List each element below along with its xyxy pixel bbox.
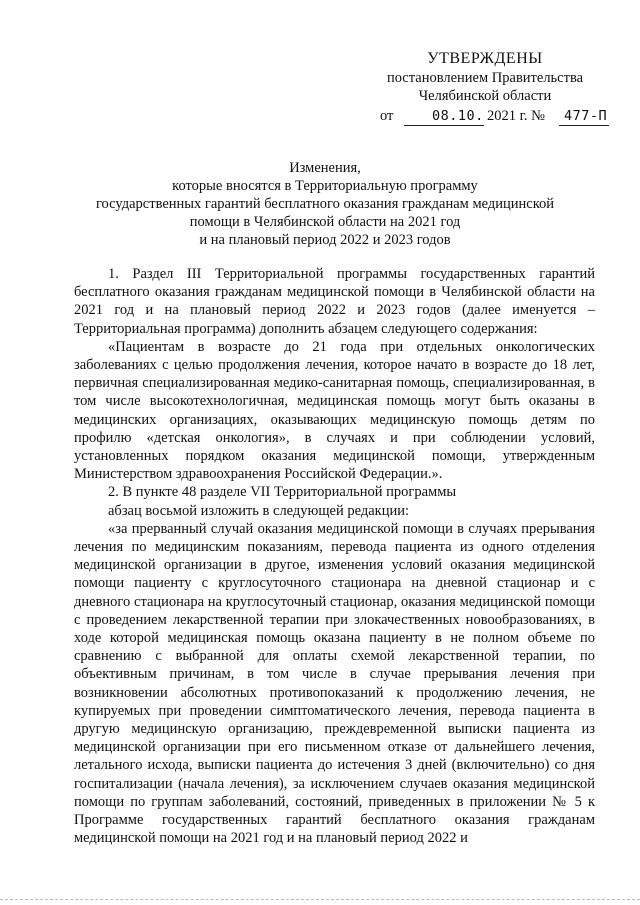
year-and-number-label: 2021 г. №: [487, 108, 546, 124]
approval-block: [360, 50, 610, 128]
approval-line-1: постановлением Правительства: [386, 69, 584, 86]
document-title: [60, 159, 590, 249]
paragraph-instruction: абзац восьмой изложить в следующей редакции:: [108, 502, 410, 519]
title-line: государственных гарантий бесплатного оказания гражданам медицинской: [95, 196, 555, 212]
approval-heading: УТВЕРЖДЕНЫ: [427, 50, 543, 67]
paragraph-section-2: 2. В пункте 48 разделе VII Территориальной программы: [108, 484, 457, 501]
scan-edge-line: [0, 899, 640, 900]
title-line: и на плановый период 2022 и 2023 годов: [199, 232, 451, 248]
handwritten-date: 08.10.: [432, 108, 484, 124]
paragraph-quote-1: «Пациентам в возрасте до 21 года при отдельных онкологических заболеваниях с целью продолжения лечения, которое начато в возрасте до 18 лет, первичная специализированная медико-санитарная помощь, специализированная, в том числе высокотехнологичная, медицинская помощь могут быть оказаны в медицинских организациях, оказывающих медицинскую помощь детям по профилю «детская онкология», в случаях и при соблюдении условий, установленных порядком оказания медицинской помощи, утвержденным Министерством здравоохранения Российской Федерации.».: [74, 338, 595, 483]
title-line: которые вносятся в Территориальную программу: [172, 178, 478, 194]
document-body: [74, 265, 595, 848]
handwritten-number: 477-П: [564, 108, 608, 124]
title-line: Изменения,: [289, 160, 361, 176]
approval-line-2: Челябинской области: [418, 88, 552, 104]
paragraph-quote-2: «за прерванный случай оказания медицинской помощи в случаях прерывания лечения по медицинским показаниям, перевода пациента из одного отделения медицинской организации в другое, изменения условий оказания медицинской помощи пациенту с круглосуточного стационара на дневной стационар и с дневного стационара на круглосуточный стационар, оказания медицинской помощи с проведением лекарственной терапии при злокачественных новообразованиях, в ходе которой медицинская помощь оказана пациенту в не полном объеме по сравнению с выбранной для оплаты схемой лекарственной терапии, по объективным причинам, в том числе в случае прерывания лечения при возникновении абсолютных противопоказаний к продолжению лечения, не купируемых при проведении симптоматического лечения, перевода пациента в другую медицинскую организацию, преждевременной выписки пациента из медицинской организации при его письменном отказе от дальнейшего лечения, летального исхода, выписки пациента до истечения 3 дней (включительно) со дня госпитализации (начала лечения), за исключением случаев оказания медицинской помощи по группам заболеваний, состояний, приведенных в приложении № 5 к Программе государственных гарантий бесплатного оказания гражданам медицинской помощи на 2021 год и на плановый период 2022 и: [74, 520, 595, 847]
title-line: помощи в Челябинской области на 2021 год: [189, 214, 461, 230]
paragraph-section-1: 1. Раздел III Территориальной программы государственных гарантий бесплатного оказания гражданам медицинской помощи в Челябинской области на 2021 год и на плановый период 2022 и 2023 годов (далее именуется – Территориальная программа) дополнить абзацем следующего содержания:: [74, 266, 595, 337]
approval-date-line: [360, 108, 610, 128]
from-label: от: [380, 108, 394, 124]
